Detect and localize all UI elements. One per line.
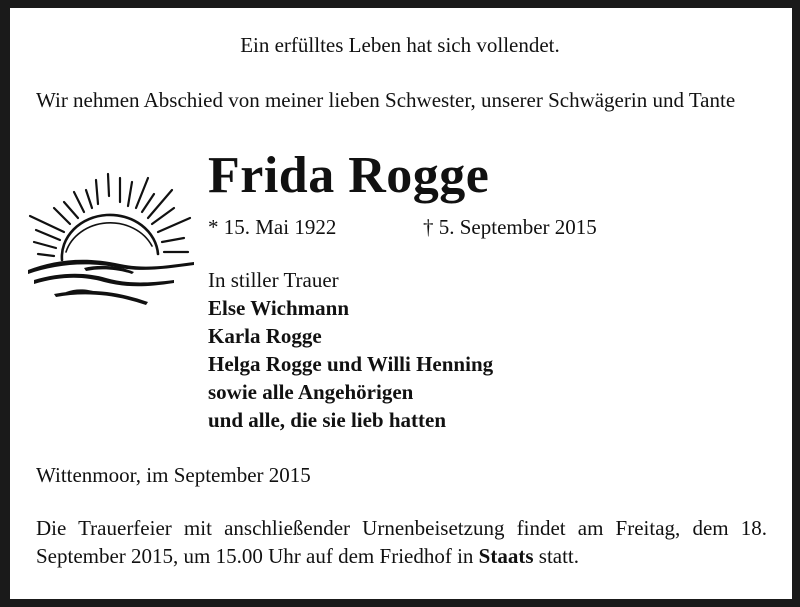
mourner-name: Else Wichmann bbox=[208, 296, 350, 320]
mourner-name: Karla Rogge bbox=[208, 324, 322, 348]
mourner-name: und alle, die sie lieb hatten bbox=[208, 408, 447, 432]
cemetery-place: Staats bbox=[478, 544, 534, 568]
service-text: Die Trauerfeier mit anschließender Urnenbeisetzung findet am Freitag, dem 18. September 2015, um 15.00 Uhr auf dem Friedhof in bbox=[36, 516, 767, 568]
mourner-name: sowie alle Angehörigen bbox=[208, 380, 414, 404]
death-date: † 5. September 2015 bbox=[423, 215, 597, 239]
birth-date: * 15. Mai 1922 bbox=[208, 215, 337, 239]
mourning-intro: In stiller Trauer bbox=[208, 268, 339, 292]
motto-line: Ein erfülltes Leben hat sich vollendet. bbox=[240, 33, 560, 57]
mourners-list bbox=[208, 266, 493, 434]
place-and-date: Wittenmoor, im September 2015 bbox=[36, 463, 311, 487]
deceased-name: Frida Rogge bbox=[208, 147, 490, 204]
mourner-name: Helga Rogge und Willi Henning bbox=[208, 352, 494, 376]
service-text-end: statt. bbox=[533, 544, 580, 568]
farewell-intro: Wir nehmen Abschied von meiner lieben Schwester, unserer Schwägerin und Tante bbox=[36, 88, 736, 112]
sunset-over-hills-icon bbox=[24, 168, 200, 312]
funeral-service-notice bbox=[36, 514, 767, 570]
